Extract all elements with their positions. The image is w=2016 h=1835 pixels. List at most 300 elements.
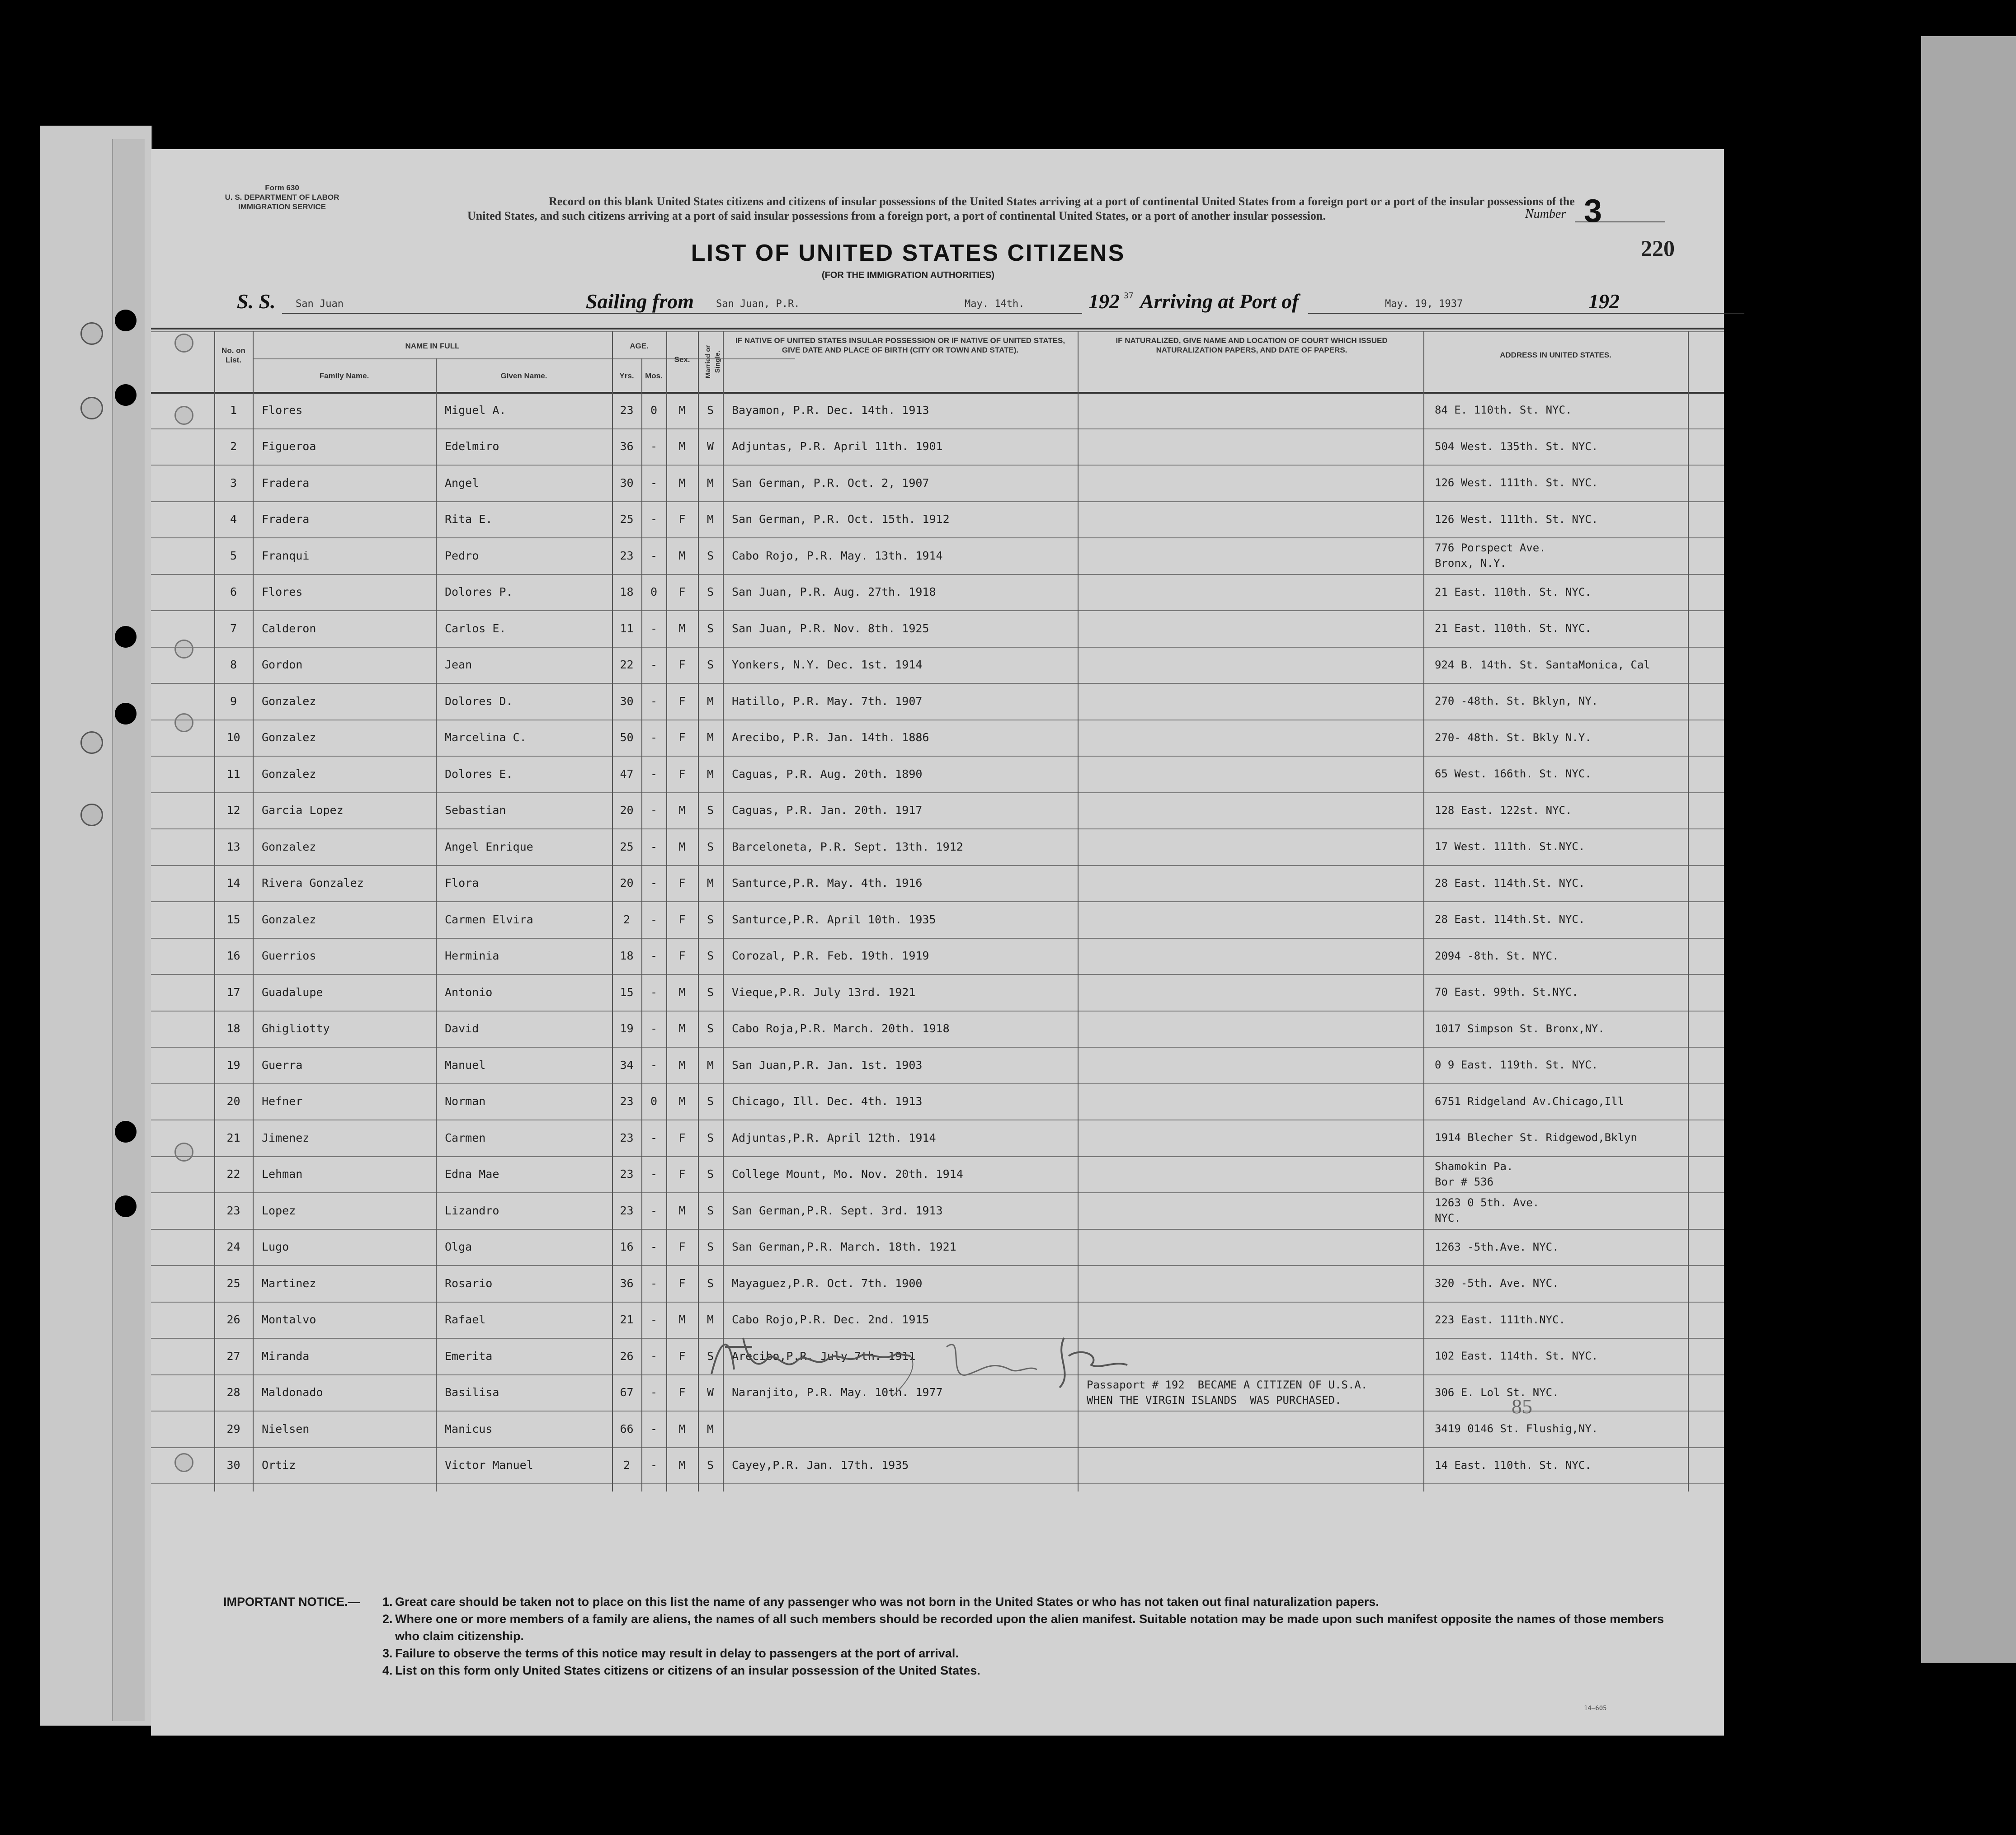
cell-sex: F	[678, 1276, 686, 1290]
form-code: 14—605	[1584, 1705, 1607, 1712]
cell-family-name: Montalvo	[262, 1313, 316, 1327]
cell-address: 21 East. 110th. St. NYC.	[1435, 585, 1592, 598]
cell-naturalization	[1087, 610, 1423, 647]
cell-age-years: 23	[620, 1204, 634, 1217]
cell-age-months: -	[650, 513, 658, 526]
col-header-naturalized: IF NATURALIZED, GIVE NAME AND LOCATION OF COURT WHICH ISSUED NATURALIZATION PAPERS, AND DATE OF PAPERS.	[1116, 336, 1388, 354]
cell-family-name: Guadalupe	[262, 985, 323, 999]
year-suffix: 37	[1124, 291, 1134, 301]
cell-naturalization	[1087, 938, 1423, 974]
cell-marital-status: S	[707, 621, 714, 635]
table-top-rule	[151, 328, 1724, 329]
cell-list-number: 21	[226, 1131, 240, 1144]
cell-family-name: Jimenez	[262, 1131, 310, 1144]
notice-item-number: 2.	[382, 1612, 393, 1626]
sailing-date: May. 14th.	[965, 298, 1025, 310]
cell-list-number: 16	[226, 949, 240, 963]
cell-given-name: Dolores E.	[445, 767, 513, 781]
cell-family-name: Garcia Lopez	[262, 804, 344, 817]
cell-given-name: David	[445, 1022, 479, 1035]
cell-sex: M	[678, 1204, 686, 1217]
cell-address: 776 Porspect Ave. Bronx, N.Y.	[1435, 541, 1546, 570]
year-prefix: 192	[1088, 290, 1120, 313]
cell-naturalization	[1087, 392, 1423, 428]
cell-list-number: 10	[226, 731, 240, 744]
table-row	[151, 1047, 1724, 1083]
cell-family-name: Calderon	[262, 621, 316, 635]
cell-family-name: Maldonado	[262, 1386, 323, 1399]
cell-birth-place-date: Santurce,P.R. May. 4th. 1916	[732, 876, 923, 890]
cell-given-name: Carmen Elvira	[445, 913, 533, 926]
cell-marital-status: W	[707, 1386, 714, 1399]
cell-age-years: 47	[620, 767, 634, 781]
ss-label: S. S.	[237, 290, 276, 313]
col-header-sex: Sex.	[674, 355, 690, 364]
cell-age-years: 50	[620, 731, 634, 744]
notice-item-number: 3.	[382, 1647, 393, 1660]
cell-age-years: 23	[620, 403, 634, 417]
cell-age-years: 25	[620, 513, 634, 526]
cell-list-number: 2	[230, 440, 237, 453]
cell-address: 306 E. Lol St. NYC.	[1435, 1386, 1559, 1399]
cell-age-years: 20	[620, 876, 634, 890]
table-row	[151, 1120, 1724, 1156]
cell-age-years: 23	[620, 1095, 634, 1108]
cell-marital-status: W	[707, 440, 714, 453]
cell-naturalization	[1087, 1011, 1423, 1047]
col-header-married: Married or Single.	[704, 345, 721, 378]
strip-hole-icon	[80, 731, 103, 754]
cell-birth-place-date: Arecibo,P.R. July 7th. 1911	[732, 1349, 916, 1363]
cell-birth-place-date: Vieque,P.R. July 13rd. 1921	[732, 985, 916, 999]
cell-given-name: Emerita	[445, 1349, 493, 1363]
cell-family-name: Fradera	[262, 476, 310, 489]
cell-given-name: Flora	[445, 876, 479, 890]
arrival-date: May. 19, 1937	[1385, 298, 1463, 310]
page-title: LIST OF UNITED STATES CITIZENS	[691, 240, 1126, 266]
cell-age-years: 67	[620, 1386, 634, 1399]
cell-list-number: 15	[226, 913, 240, 926]
cell-age-years: 16	[620, 1240, 634, 1254]
cell-naturalization: Passaport # 192 BECAME A CITIZEN OF U.S.A. WHEN THE VIRGIN ISLANDS WAS PURCHASED.	[1087, 1378, 1368, 1407]
table-row	[151, 465, 1724, 501]
service-name: IMMIGRATION SERVICE	[238, 202, 326, 211]
punch-hole-icon	[115, 626, 137, 648]
cell-marital-status: S	[707, 1131, 714, 1144]
notice-item-text: Where one or more members of a family are aliens, the names of all such members should be recorded upon the alien manifest. Suitable notation may be made upon such manifest opposite the names of those members who claim citizenship.	[395, 1612, 1664, 1643]
cell-naturalization	[1087, 792, 1423, 829]
cell-sex: F	[678, 513, 686, 526]
cell-family-name: Lugo	[262, 1240, 289, 1254]
cell-list-number: 28	[226, 1386, 240, 1399]
cell-list-number: 29	[226, 1422, 240, 1435]
cell-age-years: 30	[620, 694, 634, 708]
cell-marital-status: S	[707, 840, 714, 853]
cell-naturalization	[1087, 1047, 1423, 1083]
cell-list-number: 1	[230, 403, 237, 417]
cell-age-months: -	[650, 1313, 658, 1327]
cell-naturalization	[1087, 683, 1423, 720]
cell-address: 1263 -5th.Ave. NYC.	[1435, 1240, 1559, 1253]
cell-address: 84 E. 110th. St. NYC.	[1435, 404, 1572, 417]
intro-text: Record on this blank United States citizens and citizens of insular possessions of the United States arriving at a port of continental United States from a foreign port or a port of the insular possessions of the United States, and such citizens arriving at a port of said insular possessions from a foreign port, a port of continental United States, or a port of another insular possession.	[467, 195, 1575, 222]
cell-birth-place-date: Chicago, Ill. Dec. 4th. 1913	[732, 1095, 923, 1108]
table-row	[151, 792, 1724, 829]
cell-marital-status: S	[707, 1240, 714, 1254]
cell-sex: F	[678, 731, 686, 744]
page-tally-note: 85	[1512, 1395, 1532, 1418]
table-row	[151, 392, 1724, 428]
cell-list-number: 24	[226, 1240, 240, 1254]
cell-marital-status: S	[707, 804, 714, 817]
notice-item-number: 1.	[382, 1595, 393, 1609]
cell-given-name: Lizandro	[445, 1204, 499, 1217]
cell-naturalization	[1087, 574, 1423, 611]
cell-sex: M	[678, 476, 686, 489]
cell-family-name: Gordon	[262, 658, 303, 672]
strip-hole-icon	[80, 804, 103, 826]
cell-birth-place-date: San German, P.R. Oct. 15th. 1912	[732, 513, 950, 526]
cell-list-number: 20	[226, 1095, 240, 1108]
cell-family-name: Gonzalez	[262, 694, 316, 708]
cell-given-name: Edna Mae	[445, 1167, 499, 1181]
cell-age-months: -	[650, 913, 658, 926]
table-row	[151, 574, 1724, 611]
cell-age-years: 18	[620, 585, 634, 599]
cell-sex: F	[678, 767, 686, 781]
binder-strip-right	[1921, 36, 2016, 1663]
notice-item	[382, 1593, 1679, 1610]
cell-age-years: 36	[620, 1276, 634, 1290]
cell-sex: F	[678, 1240, 686, 1254]
cell-age-months: -	[650, 1386, 658, 1399]
cell-birth-place-date: Arecibo, P.R. Jan. 14th. 1886	[732, 731, 929, 744]
cell-birth-place-date: San Juan, P.R. Aug. 27th. 1918	[732, 585, 936, 599]
cell-family-name: Gonzalez	[262, 767, 316, 781]
cell-marital-status: M	[707, 767, 714, 781]
col-header-address: ADDRESS IN UNITED STATES.	[1500, 351, 1611, 359]
cell-given-name: Manuel	[445, 1058, 486, 1072]
table-row	[151, 647, 1724, 683]
cell-age-months: -	[650, 1022, 658, 1035]
cell-list-number: 7	[230, 621, 237, 635]
cell-address: 28 East. 114th.St. NYC.	[1435, 913, 1585, 926]
table-row	[151, 756, 1724, 792]
cell-list-number: 17	[226, 985, 240, 999]
cell-sex: F	[678, 1386, 686, 1399]
cell-marital-status: M	[707, 731, 714, 744]
cell-list-number: 6	[230, 585, 237, 599]
cell-address: 65 West. 166th. St. NYC.	[1435, 767, 1592, 781]
notice-item-text: Great care should be taken not to place on this list the name of any passenger who was not born in the United States or who has not taken out final naturalization papers.	[395, 1595, 1379, 1609]
cell-given-name: Pedro	[445, 549, 479, 562]
cell-birth-place-date: College Mount, Mo. Nov. 20th. 1914	[732, 1167, 963, 1181]
cell-naturalization	[1087, 1083, 1423, 1120]
col-header-no: No. on List.	[221, 346, 245, 364]
cell-birth-place-date: Santurce,P.R. April 10th. 1935	[732, 913, 936, 926]
cell-marital-status: S	[707, 1349, 714, 1363]
cell-naturalization	[1087, 428, 1423, 465]
cell-given-name: Jean	[445, 658, 472, 672]
year-prefix-2: 192	[1588, 290, 1620, 313]
cell-age-years: 26	[620, 1349, 634, 1363]
cell-naturalization	[1087, 1156, 1423, 1193]
cell-age-months: 0	[650, 1095, 658, 1108]
punch-hole-icon	[115, 1195, 137, 1217]
cell-sex: F	[678, 949, 686, 963]
table-row	[151, 1229, 1724, 1266]
cell-age-years: 23	[620, 1131, 634, 1144]
cell-address: 14 East. 110th. St. NYC.	[1435, 1459, 1592, 1472]
passenger-table	[151, 328, 1724, 1492]
arriving-label: Arriving at Port of	[1140, 290, 1299, 313]
cell-given-name: Norman	[445, 1095, 486, 1108]
notice-list	[223, 1593, 1679, 1679]
sailing-label: Sailing from	[586, 290, 694, 313]
cell-address: 3419 0146 St. Flushig,NY.	[1435, 1422, 1598, 1435]
cell-sex: F	[678, 694, 686, 708]
col-header-mos: Mos.	[645, 372, 663, 380]
cell-naturalization	[1087, 1411, 1423, 1447]
punch-hole-icon	[115, 703, 137, 725]
cell-list-number: 8	[230, 658, 237, 672]
cell-age-months: -	[650, 876, 658, 890]
table-row	[151, 610, 1724, 647]
cell-marital-status: S	[707, 403, 714, 417]
cell-marital-status: M	[707, 1422, 714, 1435]
cell-list-number: 3	[230, 476, 237, 489]
ship-name: San Juan	[296, 298, 344, 310]
table-row	[151, 501, 1724, 538]
form-number: Form 630	[265, 184, 299, 192]
strip-hole-icon	[80, 397, 103, 419]
cell-given-name: Carmen	[445, 1131, 486, 1144]
cell-family-name: Martinez	[262, 1276, 316, 1290]
col-header-age: AGE.	[630, 342, 649, 350]
number-label: Number	[1525, 207, 1566, 221]
cell-address: 17 West. 111th. St.NYC.	[1435, 840, 1585, 853]
cell-age-months: 0	[650, 585, 658, 599]
cell-naturalization	[1087, 1192, 1423, 1229]
col-header-family: Family Name.	[319, 372, 369, 380]
cell-marital-status: S	[707, 1276, 714, 1290]
table-row	[151, 1192, 1724, 1229]
cell-naturalization	[1087, 974, 1423, 1011]
cell-age-months: -	[650, 1131, 658, 1144]
cell-sex: F	[678, 876, 686, 890]
cell-list-number: 26	[226, 1313, 240, 1327]
cell-marital-status: S	[707, 1167, 714, 1181]
cell-age-months: -	[650, 840, 658, 853]
cell-family-name: Fradera	[262, 513, 310, 526]
department-name: U. S. DEPARTMENT OF LABOR	[225, 193, 339, 202]
table-row	[151, 537, 1724, 574]
cell-given-name: Basilisa	[445, 1386, 499, 1399]
cell-naturalization	[1087, 828, 1423, 865]
cell-list-number: 22	[226, 1167, 240, 1181]
cell-naturalization	[1087, 1229, 1423, 1266]
cell-given-name: Victor Manuel	[445, 1459, 533, 1472]
cell-age-years: 23	[620, 1167, 634, 1181]
table-row	[151, 938, 1724, 974]
cell-list-number: 27	[226, 1349, 240, 1363]
important-notice	[223, 1593, 1679, 1679]
cell-marital-status: S	[707, 658, 714, 672]
list-number: 3	[1584, 193, 1602, 229]
cell-age-months: -	[650, 440, 658, 453]
cell-sex: M	[678, 549, 686, 562]
notice-item-text: Failure to observe the terms of this notice may result in delay to passengers at the port of arrival.	[395, 1647, 959, 1660]
cell-birth-place-date: San Juan, P.R. Nov. 8th. 1925	[732, 621, 929, 635]
cell-family-name: Flores	[262, 585, 303, 599]
notice-item	[382, 1610, 1679, 1645]
cell-birth-place-date: San German, P.R. Oct. 2, 1907	[732, 476, 929, 489]
cell-sex: M	[678, 985, 686, 999]
cell-sex: M	[678, 621, 686, 635]
cell-sex: M	[678, 403, 686, 417]
cell-given-name: Dolores P.	[445, 585, 513, 599]
punch-hole-icon	[115, 384, 137, 406]
cell-address: 21 East. 110th. St. NYC.	[1435, 622, 1592, 635]
cell-birth-place-date: Mayaguez,P.R. Oct. 7th. 1900	[732, 1276, 923, 1290]
cell-list-number: 4	[230, 513, 237, 526]
cell-age-months: -	[650, 731, 658, 744]
cell-address: 924 B. 14th. St. SantaMonica, Cal	[1435, 658, 1650, 671]
cell-age-months: -	[650, 985, 658, 999]
cell-given-name: Rafael	[445, 1313, 486, 1327]
cell-birth-place-date: San Juan,P.R. Jan. 1st. 1903	[732, 1058, 923, 1072]
cell-address: 223 East. 111th.NYC.	[1435, 1313, 1565, 1326]
cell-age-months: -	[650, 1240, 658, 1254]
cell-list-number: 12	[226, 804, 240, 817]
table-row	[151, 865, 1724, 902]
punch-hole-icon	[115, 1121, 137, 1143]
cell-family-name: Gonzalez	[262, 840, 316, 853]
table-row	[151, 683, 1724, 720]
cell-sex: M	[678, 1058, 686, 1072]
punch-hole-icon	[115, 310, 137, 331]
cell-address: 2094 -8th. St. NYC.	[1435, 949, 1559, 962]
cell-given-name: Olga	[445, 1240, 472, 1254]
cell-address: 1017 Simpson St. Bronx,NY.	[1435, 1022, 1605, 1035]
cell-age-years: 36	[620, 440, 634, 453]
cell-marital-status: S	[707, 985, 714, 999]
cell-age-months: -	[650, 549, 658, 562]
cell-address: 0 9 East. 119th. St. NYC.	[1435, 1059, 1598, 1072]
cell-family-name: Miranda	[262, 1349, 310, 1363]
cell-given-name: Antonio	[445, 985, 493, 999]
notice-item-text: List on this form only United States citizens or citizens of an insular possession of the United States.	[395, 1664, 980, 1677]
table-top-rule-2	[151, 331, 1724, 332]
cell-age-months: -	[650, 1058, 658, 1072]
table-row	[151, 1083, 1724, 1120]
cell-address: 270- 48th. St. Bkly N.Y.	[1435, 731, 1592, 744]
cell-address: 6751 Ridgeland Av.Chicago,Ill	[1435, 1095, 1625, 1108]
cell-marital-status: M	[707, 1058, 714, 1072]
table-row	[151, 1265, 1724, 1302]
cell-birth-place-date: Cabo Roja,P.R. March. 20th. 1918	[732, 1022, 950, 1035]
cell-given-name: Rita E.	[445, 513, 493, 526]
cell-age-years: 34	[620, 1058, 634, 1072]
cell-age-years: 2	[623, 913, 631, 926]
cell-age-months: -	[650, 621, 658, 635]
notice-label: IMPORTANT NOTICE.—	[223, 1595, 360, 1609]
cell-marital-status: S	[707, 1095, 714, 1108]
cell-age-years: 2	[623, 1459, 631, 1472]
cell-marital-status: S	[707, 1022, 714, 1035]
cell-list-number: 18	[226, 1022, 240, 1035]
cell-age-years: 30	[620, 476, 634, 489]
cell-birth-place-date: San German,P.R. Sept. 3rd. 1913	[732, 1204, 943, 1217]
cell-sex: M	[678, 1095, 686, 1108]
cell-birth-place-date: Cabo Rojo,P.R. Dec. 2nd. 1915	[732, 1313, 929, 1327]
cell-birth-place-date	[732, 1411, 1078, 1447]
cell-sex: M	[678, 1313, 686, 1327]
table-row	[151, 428, 1724, 465]
cell-list-number: 9	[230, 694, 237, 708]
cell-age-years: 21	[620, 1313, 634, 1327]
cell-age-years: 20	[620, 804, 634, 817]
cell-age-years: 15	[620, 985, 634, 999]
cell-sex: M	[678, 840, 686, 853]
cell-birth-place-date: Cabo Rojo, P.R. May. 13th. 1914	[732, 549, 943, 562]
cell-age-months: -	[650, 804, 658, 817]
cell-list-number: 14	[226, 876, 240, 890]
cell-address: 320 -5th. Ave. NYC.	[1435, 1277, 1559, 1290]
cell-family-name: Hefner	[262, 1095, 303, 1108]
notice-item-number: 4.	[382, 1664, 393, 1677]
cell-address: 70 East. 99th. St.NYC.	[1435, 986, 1578, 999]
cell-naturalization	[1087, 1265, 1423, 1302]
cell-birth-place-date: Bayamon, P.R. Dec. 14th. 1913	[732, 403, 929, 417]
cell-address: 102 East. 114th. St. NYC.	[1435, 1350, 1598, 1363]
cell-family-name: Flores	[262, 403, 303, 417]
cell-naturalization	[1087, 1120, 1423, 1156]
cell-age-months: -	[650, 949, 658, 963]
cell-naturalization	[1087, 501, 1423, 538]
cell-birth-place-date: San German,P.R. March. 18th. 1921	[732, 1240, 956, 1254]
cell-naturalization	[1087, 720, 1423, 756]
cell-naturalization	[1087, 756, 1423, 792]
cell-age-years: 19	[620, 1022, 634, 1035]
cell-marital-status: S	[707, 949, 714, 963]
row-rule	[151, 1483, 1724, 1484]
cell-address: 504 West. 135th. St. NYC.	[1435, 440, 1598, 453]
cell-family-name: Gonzalez	[262, 913, 316, 926]
cell-age-months: -	[650, 1167, 658, 1181]
cell-list-number: 23	[226, 1204, 240, 1217]
cell-given-name: Miguel A.	[445, 403, 506, 417]
cell-age-months: -	[650, 1204, 658, 1217]
cell-age-years: 11	[620, 621, 634, 635]
cell-age-years: 66	[620, 1422, 634, 1435]
cell-given-name: Marcelina C.	[445, 731, 527, 744]
cell-naturalization	[1087, 647, 1423, 683]
cell-age-months: -	[650, 767, 658, 781]
col-header-yrs: Yrs.	[619, 372, 634, 380]
cell-marital-status: M	[707, 876, 714, 890]
cell-age-months: -	[650, 476, 658, 489]
cell-marital-status: S	[707, 1459, 714, 1472]
cell-list-number: 19	[226, 1058, 240, 1072]
cell-address: Shamokin Pa. Bor # 536	[1435, 1160, 1513, 1188]
cell-given-name: Angel Enrique	[445, 840, 533, 853]
cell-birth-place-date: Naranjito, P.R. May. 10th. 1977	[732, 1386, 943, 1399]
inspector-signature	[693, 1320, 1145, 1397]
table-row	[151, 1447, 1724, 1484]
notice-item	[382, 1645, 1679, 1662]
cell-address: 126 West. 111th. St. NYC.	[1435, 513, 1598, 526]
